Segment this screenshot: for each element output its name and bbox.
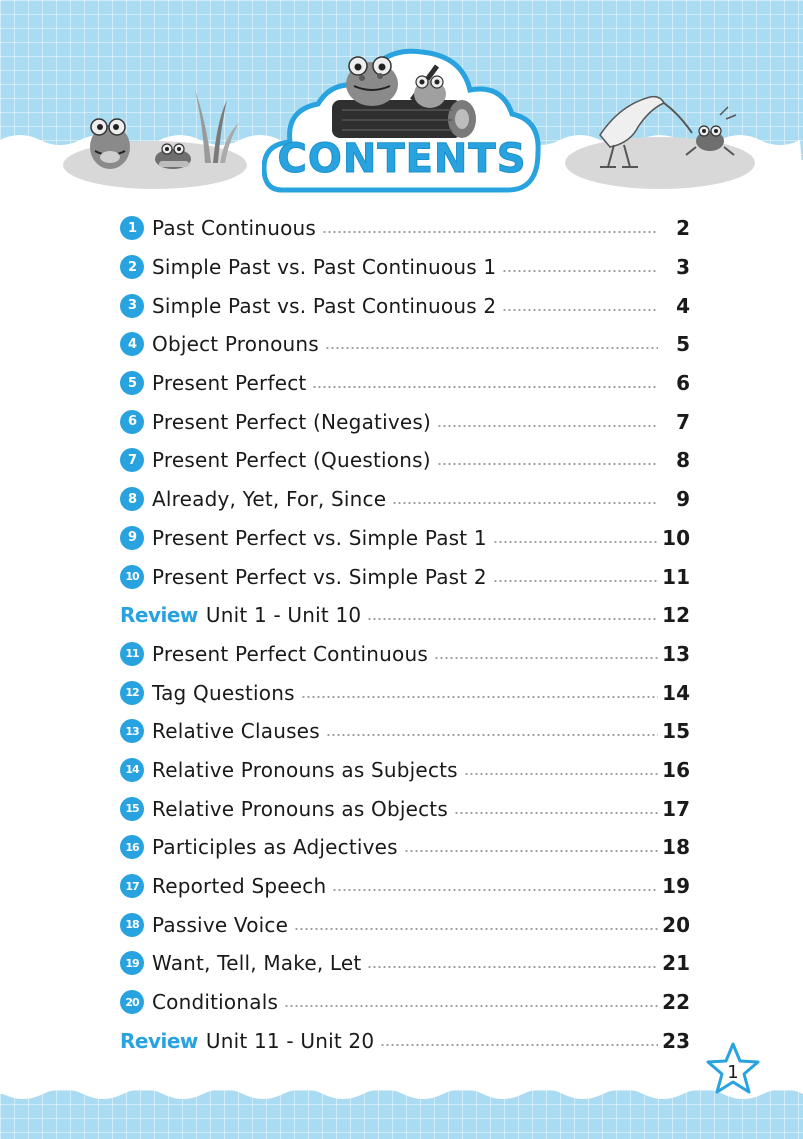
unit-title: Participles as Adjectives [152, 835, 398, 860]
unit-number-badge: 12 [120, 681, 144, 705]
contents-row [120, 209, 690, 248]
unit-page-number: 5 [676, 332, 690, 357]
unit-page-number: 4 [676, 293, 690, 318]
dot-leader [322, 231, 658, 233]
unit-page-number: 18 [662, 835, 690, 860]
contents-row [120, 596, 690, 635]
unit-number-badge: 10 [120, 565, 144, 589]
contents-row [120, 286, 690, 325]
contents-row [120, 944, 690, 983]
unit-number-badge: 9 [120, 526, 144, 550]
unit-number-badge: 20 [120, 990, 144, 1014]
unit-number-badge: 2 [120, 255, 144, 279]
unit-page-number: 7 [676, 409, 690, 434]
unit-number-badge: 18 [120, 913, 144, 937]
unit-number-badge: 4 [120, 332, 144, 356]
unit-page-number: 22 [662, 990, 690, 1015]
dot-leader [493, 580, 658, 582]
unit-title: Present Perfect vs. Simple Past 2 [152, 564, 487, 589]
unit-title: Present Perfect (Questions) [152, 448, 431, 473]
unit-number-badge: 7 [120, 448, 144, 472]
frogs-pond-illustration [55, 85, 250, 195]
unit-title: Want, Tell, Make, Let [152, 951, 362, 976]
unit-title: Relative Pronouns as Objects [152, 796, 448, 821]
unit-number-badge: 14 [120, 758, 144, 782]
unit-number-badge: 13 [120, 719, 144, 743]
unit-title: Relative Pronouns as Subjects [152, 757, 458, 782]
dot-leader [380, 1044, 658, 1046]
unit-number-badge: 1 [120, 216, 144, 240]
unit-number-badge: 8 [120, 487, 144, 511]
unit-title: Conditionals [152, 990, 279, 1015]
dot-leader [434, 657, 658, 659]
unit-page-number: 21 [662, 951, 690, 976]
unit-page-number: 2 [676, 216, 690, 241]
unit-page-number: 6 [676, 371, 690, 396]
contents-row [120, 1021, 690, 1060]
contents-row [120, 325, 690, 364]
unit-number-badge: 19 [120, 951, 144, 975]
unit-page-number: 9 [676, 487, 690, 512]
contents-row [120, 635, 690, 674]
unit-title: Unit 11 - Unit 20 [205, 1028, 375, 1053]
contents-row [120, 441, 690, 480]
contents-row [120, 712, 690, 751]
contents-row [120, 751, 690, 790]
unit-title: Present Perfect (Negatives) [152, 409, 431, 434]
unit-page-number: 10 [662, 525, 690, 550]
unit-page-number: 13 [662, 641, 690, 666]
unit-page-number: 23 [662, 1028, 690, 1053]
unit-number-badge: 15 [120, 797, 144, 821]
contents-row [120, 789, 690, 828]
dot-leader [325, 347, 658, 349]
dot-leader [464, 773, 658, 775]
unit-number-badge: 5 [120, 371, 144, 395]
contents-row [120, 402, 690, 441]
dot-leader [502, 309, 658, 311]
dot-leader [301, 696, 658, 698]
contents-row [120, 248, 690, 287]
unit-title: Reported Speech [152, 874, 327, 899]
unit-title: Already, Yet, For, Since [152, 487, 387, 512]
dot-leader [284, 1005, 658, 1007]
unit-title: Unit 1 - Unit 10 [205, 603, 362, 628]
unit-number-badge: 17 [120, 874, 144, 898]
dot-leader [437, 425, 658, 427]
page-title: CONTENTS [277, 136, 527, 182]
contents-row [120, 828, 690, 867]
unit-page-number: 19 [662, 874, 690, 899]
unit-page-number: 11 [662, 564, 690, 589]
contents-row [120, 480, 690, 519]
contents-row [120, 673, 690, 712]
dot-leader [332, 889, 658, 891]
unit-title: Relative Clauses [152, 719, 320, 744]
unit-title: Tag Questions [152, 680, 295, 705]
dot-leader [502, 270, 658, 272]
unit-page-number: 3 [676, 255, 690, 280]
contents-row [120, 519, 690, 558]
unit-number-badge: 6 [120, 410, 144, 434]
unit-page-number: 17 [662, 796, 690, 821]
dot-leader [454, 812, 658, 814]
unit-page-number: 16 [662, 757, 690, 782]
contents-row [120, 867, 690, 906]
unit-number-badge: 16 [120, 835, 144, 859]
review-label: Review [120, 603, 198, 628]
footer-wave [0, 1068, 803, 1108]
heron-pond-illustration [560, 75, 760, 195]
dot-leader [367, 618, 658, 620]
unit-title: Present Perfect vs. Simple Past 1 [152, 525, 487, 550]
contents-row [120, 983, 690, 1022]
unit-title: Past Continuous [152, 216, 316, 241]
dot-leader [312, 386, 658, 388]
dot-leader [437, 463, 658, 465]
contents-row [120, 364, 690, 403]
unit-title: Simple Past vs. Past Continuous 1 [152, 255, 497, 280]
unit-title: Present Perfect [152, 371, 307, 396]
unit-title: Present Perfect Continuous [152, 641, 428, 666]
unit-page-number: 15 [662, 719, 690, 744]
unit-page-number: 14 [662, 680, 690, 705]
unit-page-number: 12 [662, 603, 690, 628]
unit-page-number: 8 [676, 448, 690, 473]
unit-number-badge: 3 [120, 294, 144, 318]
contents-row [120, 557, 690, 596]
dot-leader [404, 850, 658, 852]
unit-title: Passive Voice [152, 912, 289, 937]
unit-number-badge: 11 [120, 642, 144, 666]
unit-title: Object Pronouns [152, 332, 319, 357]
dot-leader [367, 966, 658, 968]
unit-title: Simple Past vs. Past Continuous 2 [152, 293, 497, 318]
dot-leader [392, 502, 658, 504]
unit-page-number: 20 [662, 912, 690, 937]
contents-list [120, 209, 690, 1060]
review-label: Review [120, 1028, 198, 1053]
dot-leader [294, 928, 658, 930]
dot-leader [493, 541, 658, 543]
dot-leader [326, 734, 658, 736]
contents-row [120, 905, 690, 944]
page-number: 1 [727, 1062, 739, 1083]
